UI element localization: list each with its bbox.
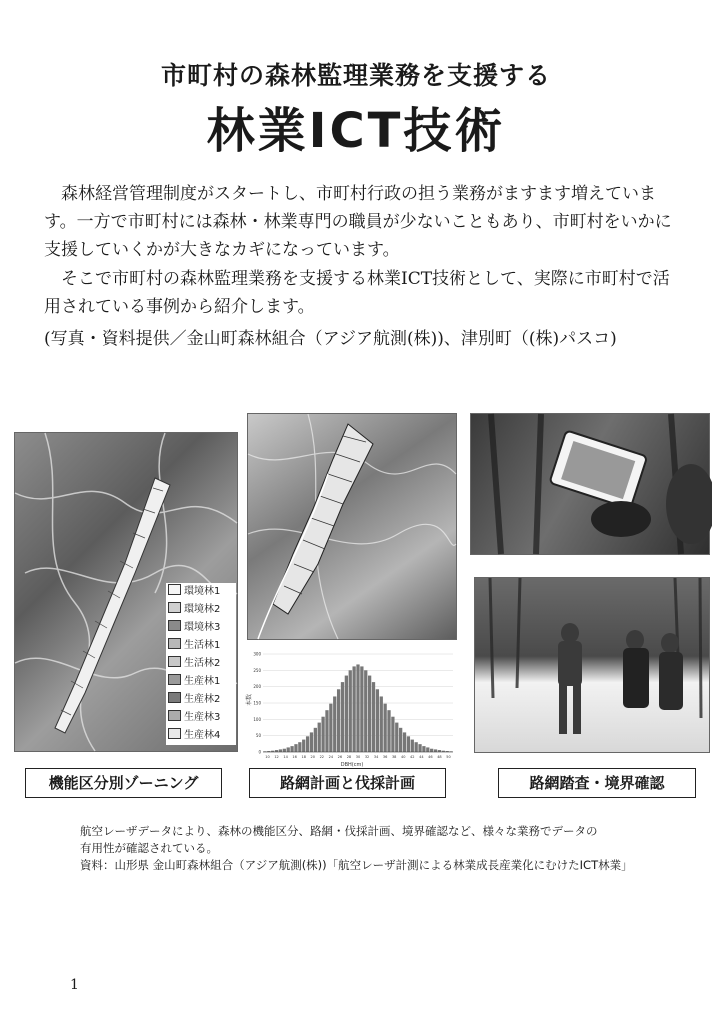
chart-xtick-label: 12 xyxy=(274,755,279,759)
chart-bar xyxy=(415,742,418,752)
chart-bar xyxy=(391,717,394,752)
chart-bar xyxy=(279,749,282,752)
chart-xtick-label: 10 xyxy=(265,755,270,759)
chart-ytick-label: 150 xyxy=(253,700,261,706)
dbh-histogram-chart xyxy=(247,648,457,768)
chart-bar xyxy=(368,676,371,752)
legend-item: 生産林3 xyxy=(166,709,236,727)
legend-item: 生産林4 xyxy=(166,727,236,745)
legend-item: 環境林3 xyxy=(166,619,236,637)
chart-bar xyxy=(349,670,352,752)
chart-bar xyxy=(290,746,293,752)
chart-bar xyxy=(321,717,324,752)
legend-item: 環境林2 xyxy=(166,601,236,619)
legend-item: 環境林1 xyxy=(166,583,236,601)
chart-bar xyxy=(411,740,414,752)
chart-bar xyxy=(376,689,379,752)
chart-bar xyxy=(356,664,359,752)
page-title: 林業ICT技術 xyxy=(206,103,506,159)
chart-bar xyxy=(407,736,410,752)
chart-xtick-label: 34 xyxy=(373,755,379,759)
photo-credit: (写真・資料提供／金山町森林組合（アジア航測(株))、津別町（(株)パスコ) xyxy=(44,329,617,349)
chart-bar xyxy=(329,704,332,752)
page-number: 1 xyxy=(70,977,79,993)
chart-xtick-label: 16 xyxy=(292,755,297,759)
chart-bar xyxy=(302,740,305,752)
chart-xtick-label: 50 xyxy=(446,755,451,759)
chart-bar xyxy=(294,744,297,752)
legend-item: 生産林1 xyxy=(166,673,236,691)
chart-ytick-label: 0 xyxy=(258,749,261,755)
chart-bar xyxy=(384,704,387,752)
chart-bar xyxy=(333,696,336,752)
legend-swatch xyxy=(168,638,181,649)
chart-ytick-label: 100 xyxy=(253,716,261,722)
chart-bar xyxy=(387,710,390,752)
chart-bar xyxy=(403,732,406,752)
zoning-legend xyxy=(166,583,236,745)
legend-swatch xyxy=(168,710,181,721)
chart-xtick-label: 40 xyxy=(401,755,406,759)
legend-swatch xyxy=(168,728,181,739)
chart-xtick-label: 26 xyxy=(337,755,343,759)
chart-bar xyxy=(337,689,340,752)
chart-xtick-label: 22 xyxy=(319,755,325,759)
caption-planning: 路網計画と伐採計画 xyxy=(249,768,446,798)
note-line-1: 航空レーザデータにより、森林の機能区分、路網・伐採計画、境界確認など、様々な業務でデータの xyxy=(80,824,598,838)
chart-bar xyxy=(306,736,309,752)
chart-xtick-label: 38 xyxy=(391,755,397,759)
chart-bar xyxy=(372,682,375,752)
chart-bar xyxy=(341,682,344,752)
chart-bar xyxy=(298,742,301,752)
intro-paragraph-2: そこで市町村の森林監理業務を支援する林業ICT技術として、実際に市町村で活用されている事例から紹介します。 xyxy=(44,269,670,317)
chart-bar xyxy=(364,670,367,752)
page-subtitle: 市町村の森林監理業務を支援する xyxy=(160,61,551,90)
note-line-2: 有用性が確認されている。 xyxy=(80,841,218,855)
chart-ytick-label: 250 xyxy=(253,667,261,673)
chart-bar xyxy=(352,666,355,752)
chart-bar xyxy=(318,723,321,752)
chart-bar xyxy=(345,676,348,752)
chart-xlabel: DBH(cm) xyxy=(340,762,364,768)
source-note: 資料：山形県 金山町森林組合（アジア航測(株))「航空レーザ計測による林業成長産業化にむけたICT林業」 xyxy=(80,858,633,872)
tablet-field-photo xyxy=(470,413,710,555)
chart-xtick-label: 18 xyxy=(301,755,306,759)
chart-xtick-label: 30 xyxy=(355,755,361,759)
chart-bar xyxy=(430,749,433,752)
chart-bar xyxy=(314,728,317,752)
legend-swatch xyxy=(168,656,181,667)
chart-bar xyxy=(310,732,313,752)
legend-swatch xyxy=(168,602,181,613)
chart-bar xyxy=(418,744,421,752)
chart-ytick-label: 200 xyxy=(253,684,261,690)
snow-survey-photo xyxy=(474,577,710,753)
chart-bar xyxy=(380,696,383,752)
chart-xtick-label: 14 xyxy=(283,755,288,759)
caption-survey: 路網踏査・境界確認 xyxy=(498,768,696,798)
intro-paragraph-1: 森林経営管理制度がスタートし、市町村行政の担う業務がますます増えています。一方で市町村には森林・林業専門の職員が少ないこともあり、市町村をいかに支援していくかが大きなカギになっています。 xyxy=(44,184,672,260)
caption-zoning: 機能区分別ゾーニング xyxy=(25,768,222,798)
chart-xtick-label: 44 xyxy=(419,755,424,759)
legend-swatch xyxy=(168,692,181,703)
chart-ytick-label: 300 xyxy=(253,651,261,657)
chart-xtick-label: 32 xyxy=(364,755,370,759)
legend-item: 生活林2 xyxy=(166,655,236,673)
chart-bar xyxy=(422,746,425,752)
legend-swatch xyxy=(168,620,181,631)
chart-bar xyxy=(325,710,328,752)
chart-ylabel: 本数 xyxy=(246,693,253,706)
chart-xtick-label: 28 xyxy=(346,755,352,759)
chart-xtick-label: 48 xyxy=(437,755,442,759)
chart-bar xyxy=(395,723,398,752)
chart-xtick-label: 42 xyxy=(410,755,415,759)
chart-xtick-label: 24 xyxy=(328,755,334,759)
legend-swatch xyxy=(168,584,181,595)
chart-xtick-label: 46 xyxy=(428,755,433,759)
legend-item: 生産林2 xyxy=(166,691,236,709)
chart-bar xyxy=(360,666,363,752)
chart-bar xyxy=(287,747,290,752)
chart-bar xyxy=(434,749,437,752)
chart-xtick-label: 36 xyxy=(382,755,388,759)
chart-ytick-label: 50 xyxy=(255,733,261,739)
chart-xtick-label: 20 xyxy=(310,755,315,759)
legend-item: 生活林1 xyxy=(166,637,236,655)
chart-bar xyxy=(399,728,402,752)
chart-bar xyxy=(426,747,429,752)
chart-bar xyxy=(283,749,286,752)
road-plan-map-image xyxy=(247,413,457,640)
legend-swatch xyxy=(168,674,181,685)
